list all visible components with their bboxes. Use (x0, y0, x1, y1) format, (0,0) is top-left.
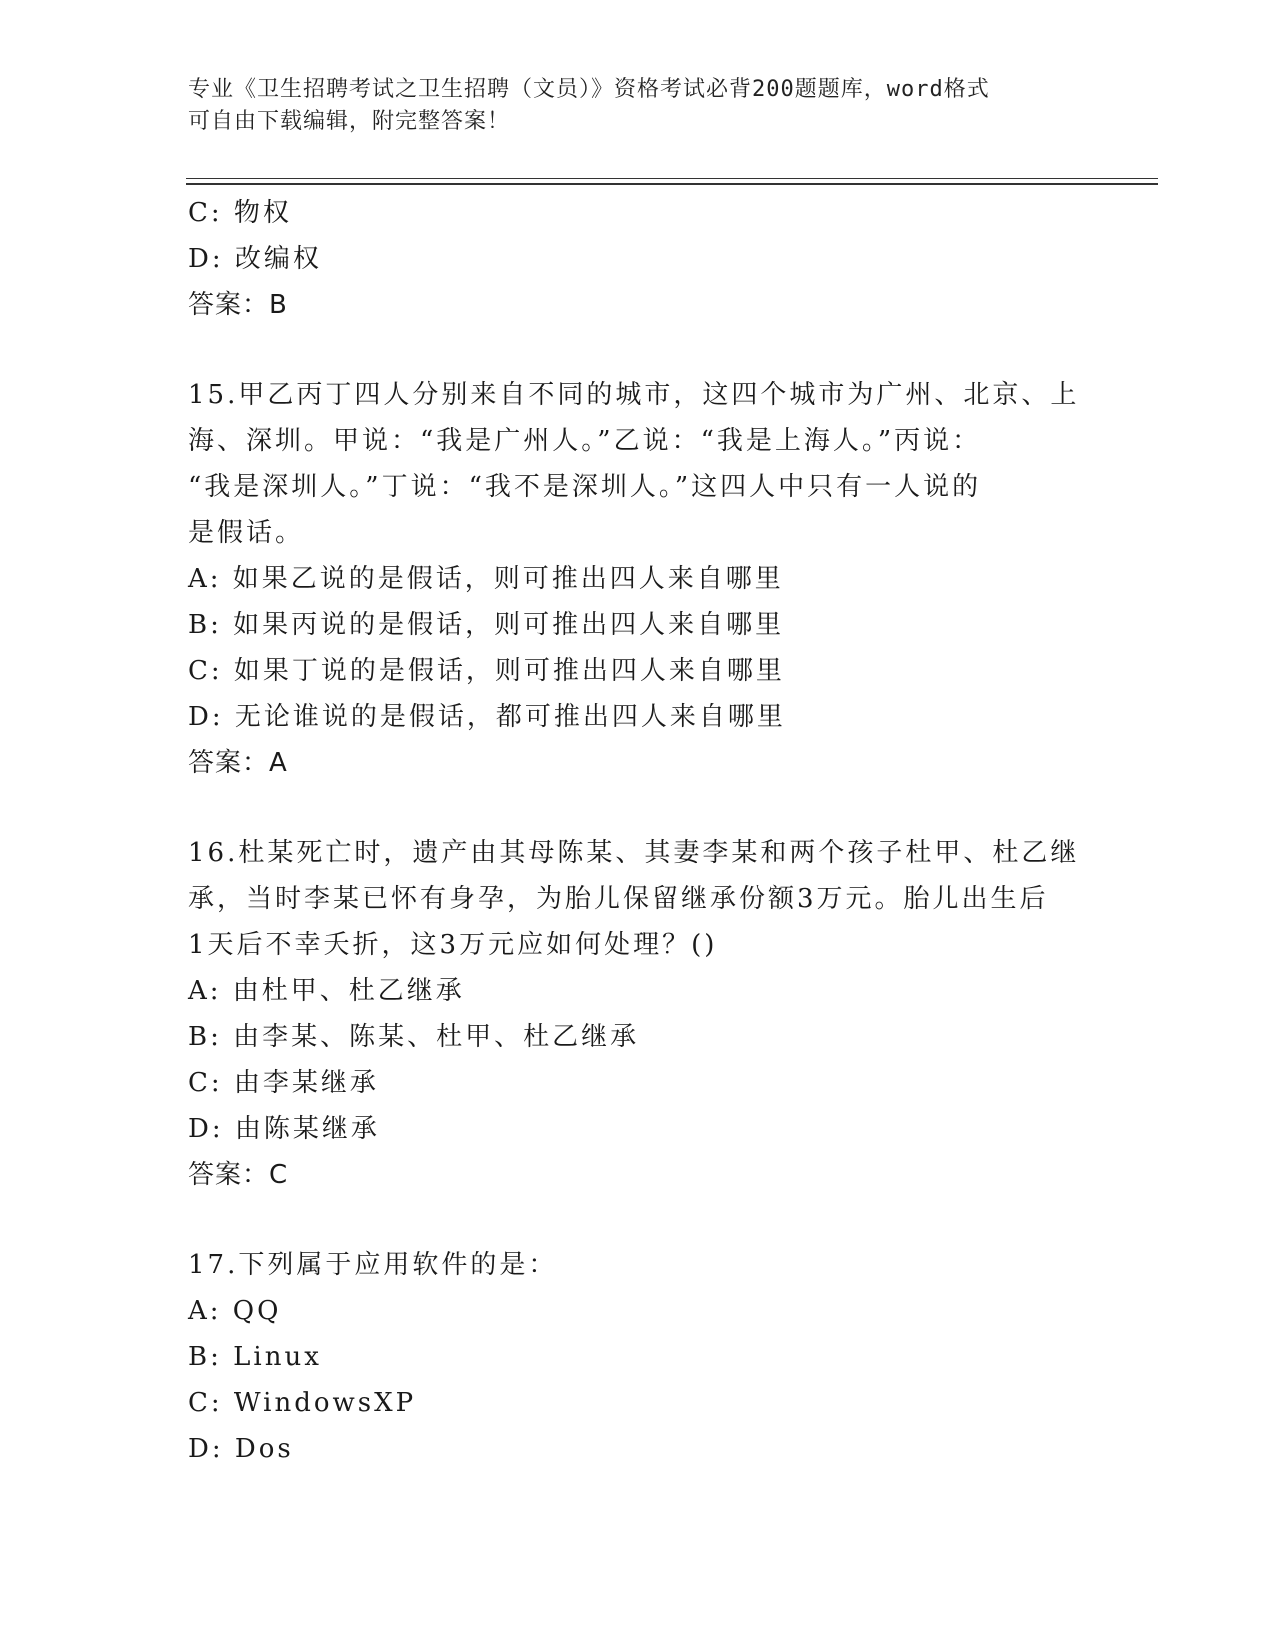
question-stem-line: 承，当时李某已怀有身孕，为胎儿保留继承份额3万元。胎儿出生后 (188, 884, 1049, 914)
question-list (188, 190, 1088, 1472)
option-a: A: 如果乙说的是假话，则可推出四人来自哪里 (188, 564, 784, 594)
option-c: C: WindowsXP (188, 1388, 417, 1418)
option-d: D: Dos (188, 1434, 294, 1464)
answer-line: 答案：B (188, 290, 288, 320)
question-block-17 (188, 1242, 1088, 1472)
option-b: B: 如果丙说的是假话，则可推出四人来自哪里 (188, 610, 785, 640)
spacer (188, 1198, 1088, 1242)
option-b: B: Linux (188, 1342, 322, 1372)
question-stem-line: 海、深圳。甲说：“我是广州人。”乙说：“我是上海人。”丙说： (188, 426, 982, 456)
question-stem-line: 15.甲乙丙丁四人分别来自不同的城市，这四个城市为广州、北京、上 (188, 380, 1080, 410)
option-d: D: 无论谁说的是假话，都可推出四人来自哪里 (188, 702, 786, 732)
spacer (188, 786, 1088, 830)
option-b: B: 由李某、陈某、杜甲、杜乙继承 (188, 1022, 640, 1052)
question-stem-line: “我是深圳人。”丁说：“我不是深圳人。”这四人中只有一人说的 (188, 472, 982, 502)
option-a: A: QQ (188, 1296, 282, 1326)
question-stem-line: 17.下列属于应用软件的是： (188, 1250, 558, 1280)
question-stem-line: 是假话。 (188, 518, 305, 548)
option-d: D: 由陈某继承 (188, 1114, 380, 1144)
option-c: C: 物权 (188, 198, 292, 228)
option-c: C: 由李某继承 (188, 1068, 379, 1098)
header-title-line-2: 可自由下载编辑，附完整答案！ (188, 109, 511, 134)
question-block-16 (188, 830, 1088, 1198)
header-divider-thick (186, 183, 1158, 185)
header-divider-thin (186, 178, 1158, 179)
question-block-14 (188, 190, 1088, 328)
question-block-15 (188, 372, 1088, 786)
option-d: D: 改编权 (188, 244, 322, 274)
answer-line: 答案：A (188, 748, 288, 778)
option-c: C: 如果丁说的是假话，则可推出四人来自哪里 (188, 656, 785, 686)
answer-line: 答案：C (188, 1160, 289, 1190)
spacer (188, 328, 1088, 372)
question-stem-line: 1天后不幸夭折，这3万元应如何处理？() (188, 930, 718, 960)
page-header (188, 74, 1088, 138)
header-title-line-1: 专业《卫生招聘考试之卫生招聘（文员）》资格考试必背200题题库，word格式 (188, 77, 990, 102)
question-stem-line: 16.杜某死亡时，遗产由其母陈某、其妻李某和两个孩子杜甲、杜乙继 (188, 838, 1080, 868)
option-a: A: 由杜甲、杜乙继承 (188, 976, 465, 1006)
